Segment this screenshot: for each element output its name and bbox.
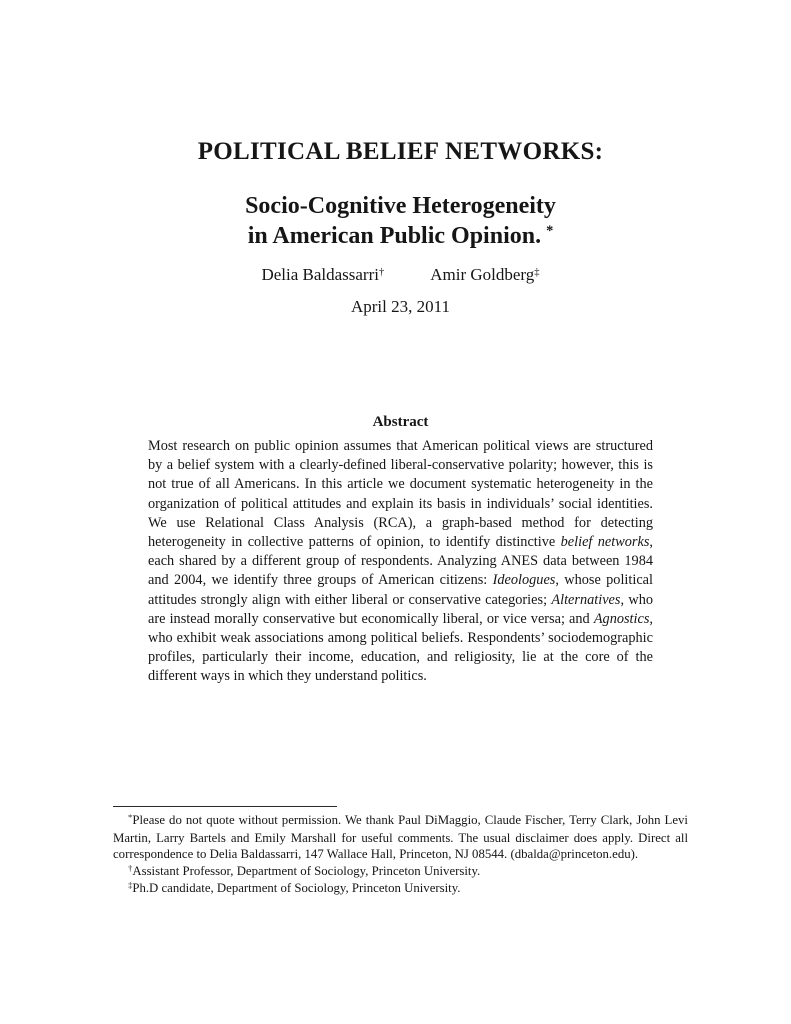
title-footnote-mark: * xyxy=(546,223,554,240)
abstract-term-ideologues: Ideologues xyxy=(492,572,556,589)
subtitle-line-2-text: in American Public Opinion. xyxy=(247,223,542,249)
footnote-mark-double-dagger: ‡ xyxy=(128,880,133,891)
abstract-segment: Most research on public opinion assumes that American political views are structured by a belief system with a clearly-defined liberal-conservative polarity; however, this is not true of all Americans. In this article we document systematic heterogeneity in the organization of political attitudes and explain its basis in individuals’ social identities. We use Relational Class Analysis (RCA), a graph-based method for detecting heterogeneity in collective patterns of opinion, to identify distinctive xyxy=(148,438,653,551)
author-1-name: Delia Baldassarri xyxy=(261,265,379,284)
footnote-thanks xyxy=(113,812,688,863)
text-block xyxy=(113,0,688,1024)
footnote-mark-dagger: † xyxy=(128,862,133,873)
subtitle-line-2 xyxy=(113,221,688,254)
footnote-author-2 xyxy=(113,880,688,898)
subtitle-line-1: Socio-Cognitive Heterogeneity xyxy=(245,193,556,219)
authors-row xyxy=(113,265,688,285)
abstract-segment: , each shared by a different group of respondents. Analyzing ANES data between 1984 and 2004, we identify three groups of American citizens: xyxy=(148,534,653,589)
abstract-segment: , who exhibit weak associations among political beliefs. Respondents’ sociodemographic profiles, particularly their income, education, and religiosity, lie at the core of the different ways in which they understand politics. xyxy=(148,610,653,685)
author-2-name: Amir Goldberg xyxy=(430,265,535,284)
abstract-text xyxy=(148,437,653,687)
author-2 xyxy=(430,265,539,285)
author-2-footnote-mark: ‡ xyxy=(534,266,540,278)
abstract-term-agnostics: Agnostics xyxy=(593,610,650,627)
abstract-segment: , who are instead morally conservative but economically liberal, or vice versa; and xyxy=(148,591,653,627)
footnote-author-2-text: Ph.D candidate, Department of Sociology, Princeton University. xyxy=(132,881,461,896)
paper-date: April 23, 2011 xyxy=(350,297,450,316)
footnote-mark-asterisk: * xyxy=(128,812,133,823)
abstract-term-alternatives: Alternatives xyxy=(551,591,621,608)
abstract-block xyxy=(148,414,653,687)
footnote-divider xyxy=(113,806,337,807)
abstract-term-belief-networks: belief networks xyxy=(560,534,650,551)
paper-subtitle xyxy=(113,191,688,254)
abstract-heading: Abstract xyxy=(372,414,429,430)
footnote-thanks-text: Please do not quote without permission. We thank Paul DiMaggio, Claude Fischer, Terry Clark, John Levi Martin, Larry Bartels and Emily Marshall for useful comments. The usual disclaimer does apply. Direct all correspondence to Delia Baldassarri, 147 Wallace Hall, Princeton, NJ 08544. (dbalda@princeton.edu). xyxy=(113,813,688,862)
author-1 xyxy=(261,265,384,285)
abstract-segment: , whose political attitudes strongly align with either liberal or conservative categories; xyxy=(148,572,653,608)
author-1-footnote-mark: † xyxy=(378,266,385,278)
footnote-block xyxy=(113,806,688,898)
footnote-author-1-text: Assistant Professor, Department of Sociology, Princeton University. xyxy=(132,863,481,878)
paper-title: POLITICAL BELIEF NETWORKS: xyxy=(197,138,604,165)
footnote-author-1 xyxy=(113,863,688,881)
